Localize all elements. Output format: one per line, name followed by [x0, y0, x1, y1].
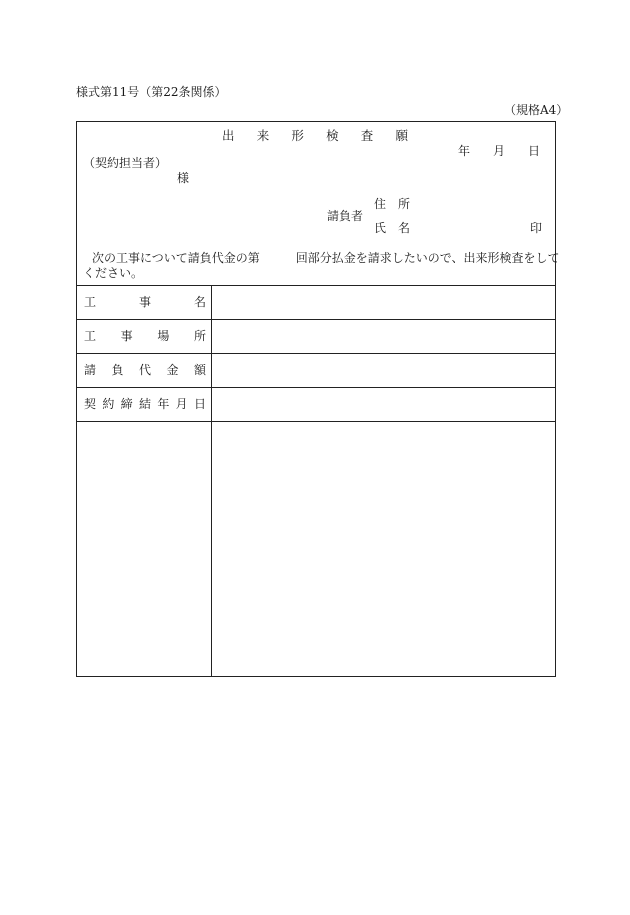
label-char: 代 — [138, 363, 151, 377]
label-char: 月 — [175, 397, 188, 411]
contract-date-label — [84, 398, 206, 410]
name-label — [374, 222, 410, 234]
name-char: 名 — [397, 221, 410, 235]
table-rule — [76, 421, 556, 422]
construction-name-label — [84, 296, 206, 308]
label-char: 事 — [120, 329, 133, 343]
addressee-honorific: 様 — [177, 171, 190, 185]
label-char: 契 — [84, 397, 97, 411]
label-char: 工 — [84, 329, 97, 343]
remarks-label-cell — [78, 423, 210, 675]
date-year-label: 年 — [458, 144, 471, 158]
address-label — [374, 198, 410, 210]
title-char: 査 — [360, 128, 374, 143]
label-char: 締 — [120, 397, 133, 411]
label-char: 年 — [157, 397, 170, 411]
date-line — [458, 145, 540, 157]
title-char: 出 — [222, 128, 235, 143]
label-char: 所 — [193, 329, 206, 343]
title-char: 検 — [326, 128, 339, 143]
table-rule — [76, 319, 556, 320]
table-rule — [76, 387, 556, 388]
seal-label: 印 — [530, 221, 543, 235]
address-char: 住 — [374, 197, 387, 211]
document-title — [222, 130, 408, 143]
construction-site-field[interactable] — [213, 321, 554, 353]
date-day-label: 日 — [527, 144, 540, 158]
label-char: 結 — [138, 397, 151, 411]
contract-amount-label — [84, 364, 206, 376]
title-char: 来 — [256, 128, 270, 143]
name-char: 氏 — [374, 221, 387, 235]
label-char: 場 — [157, 329, 170, 343]
contract-amount-field[interactable] — [213, 355, 554, 387]
label-char: 請 — [84, 363, 97, 377]
request-text-line2: ください。 — [83, 266, 144, 280]
addressee-label: （契約担当者） — [83, 156, 168, 170]
title-char: 願 — [395, 128, 408, 143]
label-char: 名 — [193, 295, 206, 309]
remarks-field[interactable] — [213, 423, 554, 675]
request-text-line1 — [92, 252, 560, 264]
label-char: 約 — [102, 397, 115, 411]
table-rule — [76, 353, 556, 354]
title-char: 形 — [291, 128, 304, 143]
construction-site-label — [84, 330, 206, 342]
date-month-label: 月 — [492, 144, 505, 158]
paper-size-label: （規格A4） — [504, 103, 569, 117]
address-char: 所 — [397, 197, 410, 211]
label-char: 日 — [193, 397, 206, 411]
request-text-part1: 次の工事について請負代金の第 — [92, 251, 260, 265]
contractor-label: 請負者 — [327, 209, 364, 223]
label-char: 負 — [111, 363, 124, 377]
label-char: 金 — [166, 363, 179, 377]
label-char: 事 — [138, 295, 151, 309]
label-char: 額 — [193, 363, 206, 377]
request-text-part2: 回部分払金を請求したいので、出来形検査をして — [295, 251, 560, 265]
label-char: 工 — [84, 295, 97, 309]
contract-date-field[interactable] — [213, 389, 554, 421]
construction-name-field[interactable] — [213, 287, 554, 319]
form-number-label: 様式第11号（第22条関係） — [76, 85, 227, 99]
table-column-divider — [211, 285, 212, 677]
table-rule — [76, 285, 556, 286]
